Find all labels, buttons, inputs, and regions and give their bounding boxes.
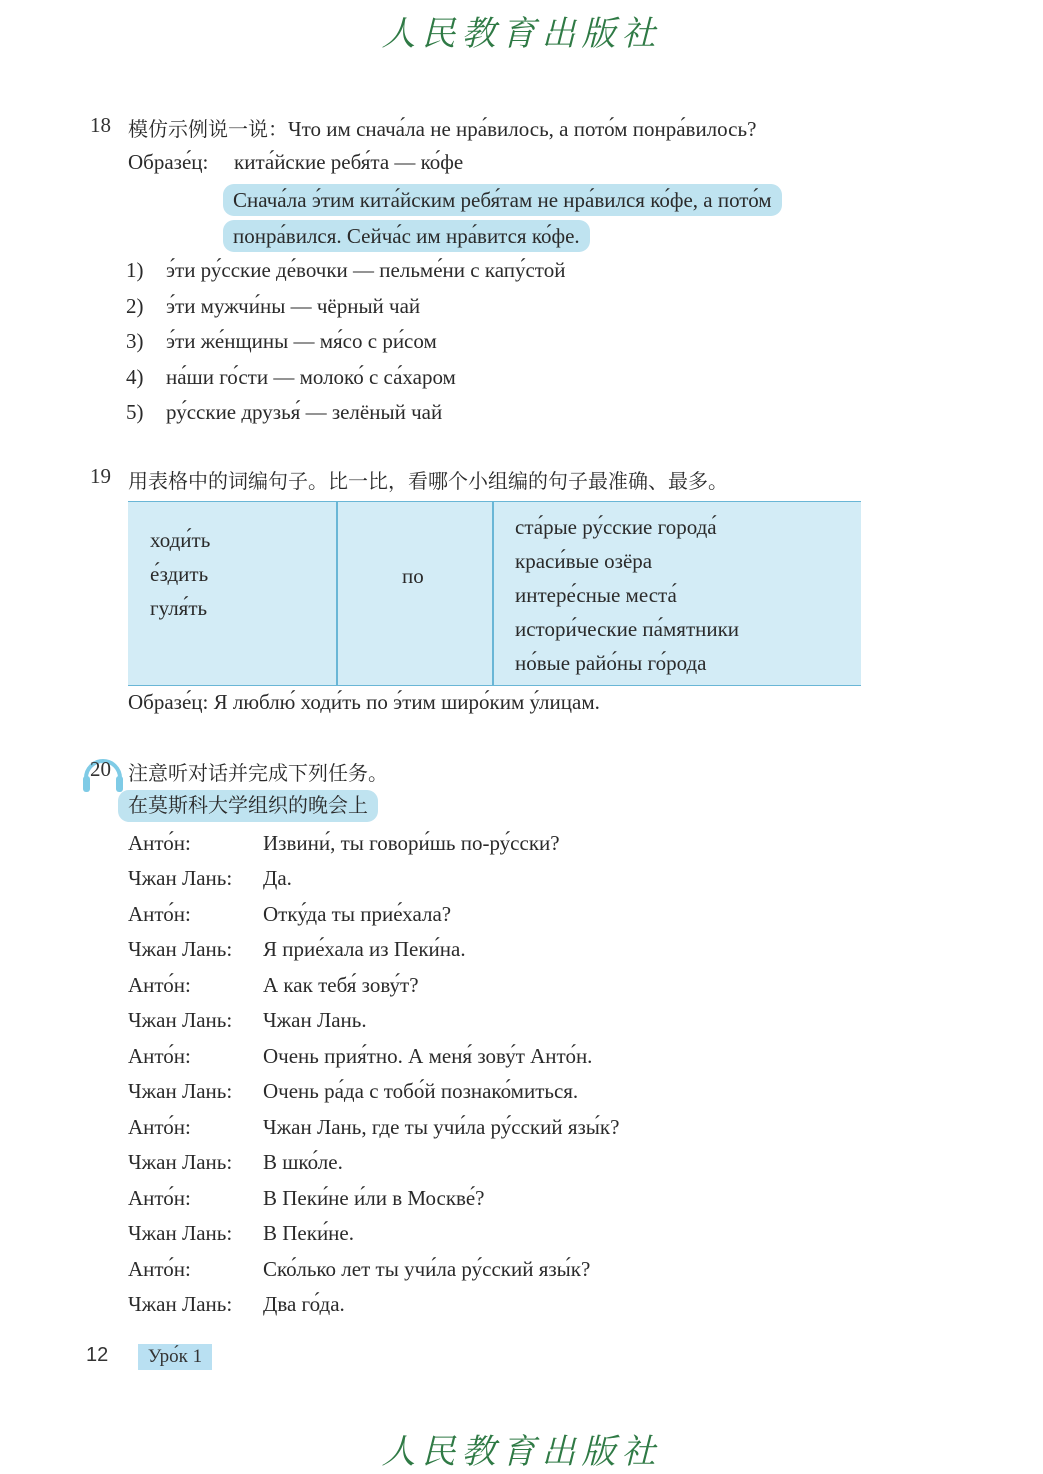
table-verb: гуля́ть [150,596,208,620]
exercise-20-subtitle: 在莫斯科大学组织的晚会上 [118,790,378,822]
dialogue-line: А как тебя́ зову́т? [263,973,419,997]
exercise-18-item-number: 1) [126,258,144,282]
exercise-19-instruction: 用表格中的词编句子。比一比，看哪个小组编的句子最准确、最多。 [128,469,728,493]
lesson-badge: Уро́к 1 [138,1344,212,1370]
publisher-logo-top: 人民教育出版社 [381,14,662,54]
dialogue-line: Извини́, ты говори́шь по-ру́сски? [263,831,560,855]
dialogue-speaker: Чжан Лань: [128,1079,233,1103]
dialogue-line: Я прие́хала из Пеки́на. [263,937,466,961]
dialogue-line: Два го́да. [263,1292,345,1316]
dialogue-speaker: Чжан Лань: [128,1292,233,1316]
dialogue-line: Отку́да ты прие́хала? [263,902,452,926]
table-verb: е́здить [150,562,209,586]
table-place: ста́рые ру́сские города́ [515,515,717,539]
dialogue-speaker: Чжан Лань: [128,1008,233,1032]
exercise-20-number: 20 [90,757,111,781]
exercise-19-sample: Образе́ц: Я люблю́ ходи́ть по э́тим широ́ким у́лицам. [128,690,600,714]
dialogue-line: В Пеки́не и́ли в Москве́? [263,1186,485,1210]
dialogue-line: Да. [263,866,292,890]
table-col-places [515,510,739,680]
dialogue-speaker: Анто́н: [128,1115,191,1139]
dialogue-line: В шко́ле. [263,1150,343,1174]
exercise-18-instruction-cn: 模仿示例说一说： [128,117,288,141]
table-divider [336,502,338,685]
dialogue-line: Чжан Лань, где ты учи́ла ру́сский язы́к? [263,1115,620,1139]
page-number: 12 [86,1344,109,1366]
dialogue-speaker: Анто́н: [128,1186,191,1210]
table-col-verbs [150,523,210,625]
exercise-18-item: на́ши го́сти — молоко́ с са́харом [166,365,456,389]
dialogue-speaker: Чжан Лань: [128,866,233,890]
exercise-18-item: э́ти ру́сские де́вочки — пельме́ни с капу́стой [166,258,566,282]
exercise-18-sample-label: Образе́ц: [128,150,209,174]
dialogue-line: Очень прия́тно. А меня́ зову́т Анто́н. [263,1044,593,1068]
dialogue-line: Чжан Лань. [263,1008,367,1032]
dialogue-speaker: Анто́н: [128,831,191,855]
exercise-18-instruction-ru: Что им снача́ла не нра́вилось, а пото́м понра́вилось? [288,117,757,141]
dialogue-line: В Пеки́не. [263,1221,354,1245]
exercise-18-item: ру́сские друзья́ — зелёный чай [166,400,443,424]
exercise-18-item-number: 4) [126,365,144,389]
exercise-18-sample-prompt: кита́йские ребя́та — ко́фе [234,150,464,174]
exercise-18-answer-line-1: Снача́ла э́тим кита́йским ребя́там не нра́вился ко́фе, а пото́м [223,184,782,216]
exercise-20-instruction: 注意听对话并完成下列任务。 [128,761,388,785]
dialogue-speaker: Чжан Лань: [128,937,233,961]
dialogue-line: Очень ра́да с тобо́й познако́миться. [263,1079,579,1103]
table-verb: ходи́ть [150,528,211,552]
dialogue-speaker: Чжан Лань: [128,1221,233,1245]
exercise-18-item-number: 5) [126,400,144,424]
table-place: но́вые райо́ны го́рода [515,651,707,675]
table-preposition: по [402,564,424,588]
table-col-preposition [402,559,424,593]
exercise-18-number: 18 [90,113,111,137]
exercise-18-answer-line-2: понра́вился. Сейча́с им нра́вится ко́фе. [223,220,590,252]
table-place: истори́ческие па́мятники [515,617,740,641]
exercise-18-item-number: 2) [126,294,144,318]
publisher-logo-bottom: 人民教育出版社 [381,1432,662,1472]
table-divider [492,502,494,685]
exercise-18-item: э́ти же́нщины — мя́со с ри́сом [166,329,437,353]
table-place: интере́сные места́ [515,583,677,607]
exercise-19-number: 19 [90,464,111,488]
dialogue-speaker: Анто́н: [128,1044,191,1068]
dialogue-line: Ско́лько лет ты учи́ла ру́сский язы́к? [263,1257,591,1281]
dialogue-speaker: Анто́н: [128,902,191,926]
dialogue-speaker: Чжан Лань: [128,1150,233,1174]
table-place: краси́вые озёра [515,549,653,573]
exercise-18-item: э́ти мужчи́ны — чёрный чай [166,294,421,318]
dialogue-speaker: Анто́н: [128,973,191,997]
word-table [128,501,861,686]
exercise-18-instruction [128,113,756,142]
exercise-18-item-number: 3) [126,329,144,353]
dialogue-speaker: Анто́н: [128,1257,191,1281]
